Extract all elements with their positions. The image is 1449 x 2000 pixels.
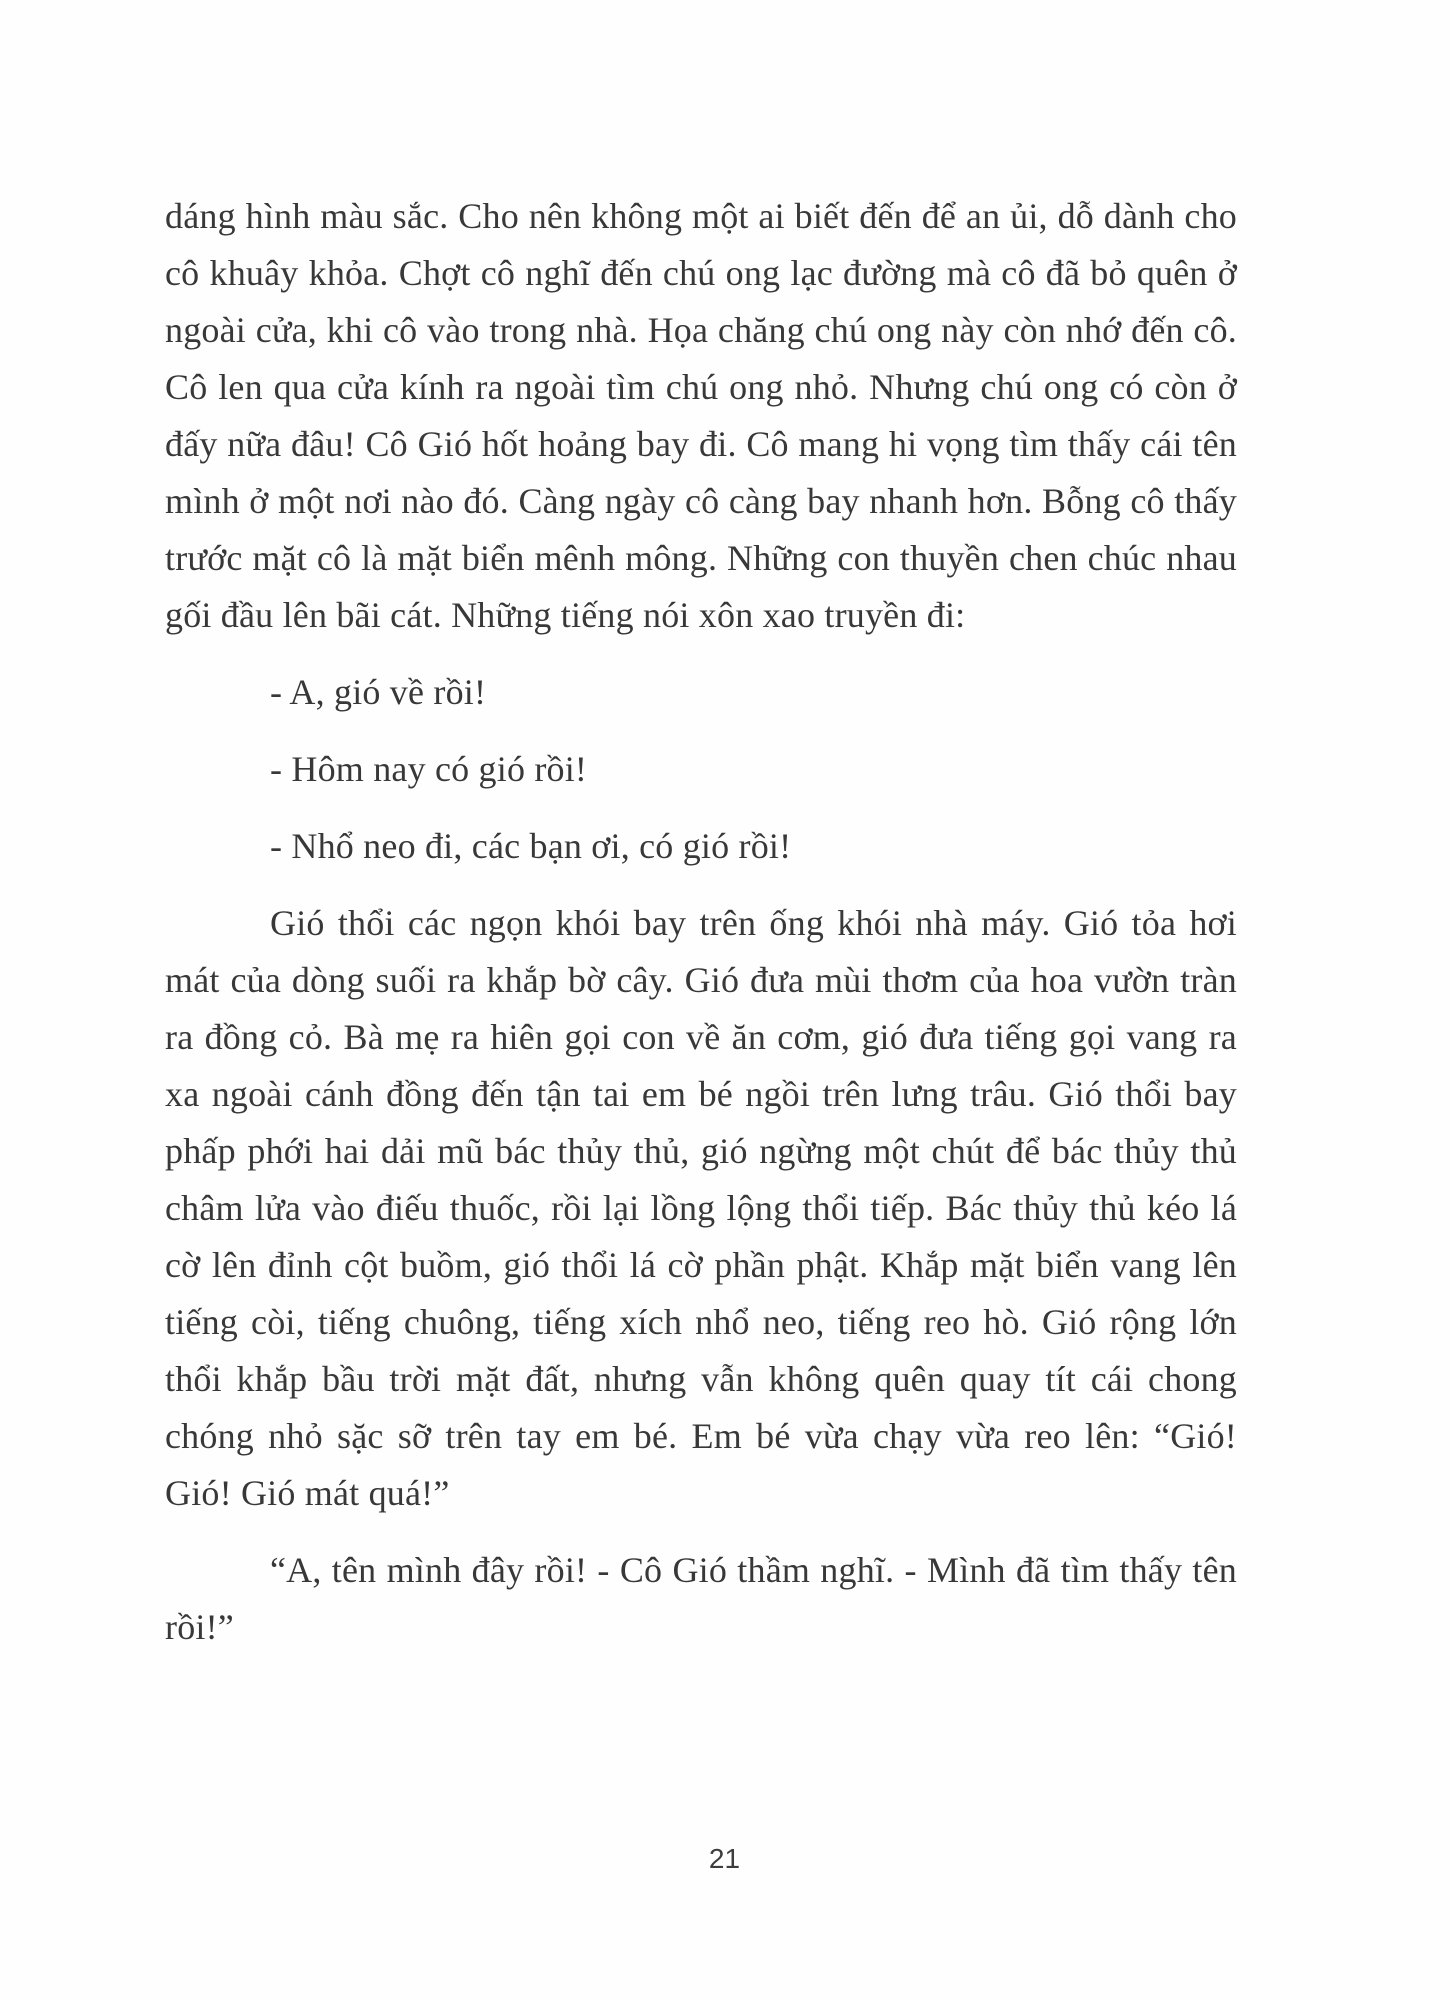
dialogue-line-3: - Nhổ neo đi, các bạn ơi, có gió rồi! [270, 826, 792, 866]
paragraph-found-name: “A, tên mình đây rồi! - Cô Gió thầm nghĩ. - Mình đã tìm thấy tên rồi!” [165, 1550, 1237, 1647]
paragraph-wind-blows: Gió thổi các ngọn khói bay trên ống khói nhà máy. Gió tỏa hơi mát của dòng suối ra khắp bờ cây. Gió đưa mùi thơm của hoa vườn tràn ra đồng cỏ. Bà mẹ ra hiên gọi con về ăn cơm, gió đưa tiếng gọi vang ra xa ngoài cánh đồng đến tận tai em bé ngồi trên lưng trâu. Gió thổi bay phấp phới hai dải mũ bác thủy thủ, gió ngừng một chút để bác thủy thủ châm lửa vào điếu thuốc, rồi lại lồng lộng thổi tiếp. Bác thủy thủ kéo lá cờ lên đỉnh cột buồm, gió thổi lá cờ phần phật. Khắp mặt biển vang lên tiếng còi, tiếng chuông, tiếng xích nhổ neo, tiếng reo hò. Gió rộng lớn thổi khắp bầu trời mặt đất, nhưng vẫn không quên quay tít cái chong chóng nhỏ sặc sỡ trên tay em bé. Em bé vừa chạy vừa reo lên: “Gió! Gió! Gió mát quá!” [165, 903, 1237, 1513]
dialogue-line-1: - A, gió về rồi! [270, 672, 487, 712]
page-number: 21 [708, 1843, 741, 1874]
dialogue-line-2: - Hôm nay có gió rồi! [270, 749, 588, 789]
page-content [165, 188, 1237, 1656]
paragraph-continuation: dáng hình màu sắc. Cho nên không một ai biết đến để an ủi, dỗ dành cho cô khuây khỏa. Chợt cô nghĩ đến chú ong lạc đường mà cô đã bỏ quên ở ngoài cửa, khi cô vào trong nhà. Họa chăng chú ong này còn nhớ đến cô. Cô len qua cửa kính ra ngoài tìm chú ong nhỏ. Nhưng chú ong có còn ở đấy nữa đâu! Cô Gió hốt hoảng bay đi. Cô mang hi vọng tìm thấy cái tên mình ở một nơi nào đó. Càng ngày cô càng bay nhanh hơn. Bỗng cô thấy trước mặt cô là mặt biển mênh mông. Những con thuyền chen chúc nhau gối đầu lên bãi cát. Những tiếng nói xôn xao truyền đi: [165, 196, 1237, 635]
